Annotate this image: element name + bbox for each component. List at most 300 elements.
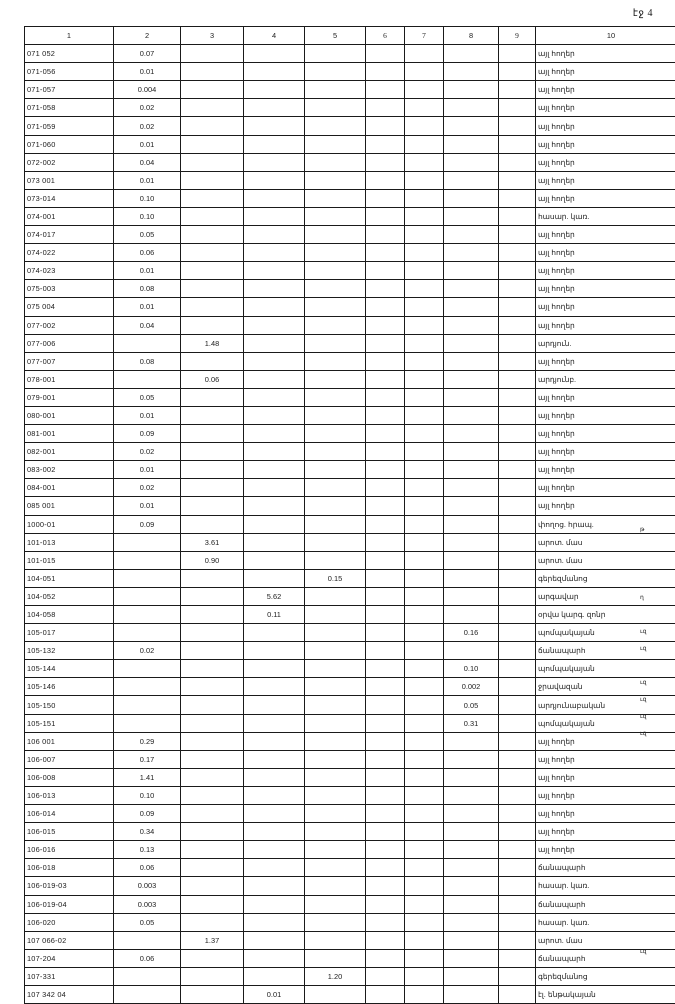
- cell-value: [181, 280, 244, 298]
- cell-parcel-id: 106-007: [25, 750, 114, 768]
- cell-parcel-id: 104-052: [25, 587, 114, 605]
- cell-value: [244, 696, 305, 714]
- cell-value: [499, 244, 536, 262]
- cell-value: [244, 226, 305, 244]
- table-row: [25, 171, 675, 189]
- cell-value: [244, 660, 305, 678]
- cell-value: [181, 569, 244, 587]
- cell-value: 0.04: [114, 316, 181, 334]
- cell-land-type: այլ հողեր: [536, 461, 675, 479]
- cell-parcel-id: 071-060: [25, 135, 114, 153]
- cell-value: [366, 606, 405, 624]
- cell-value: [366, 117, 405, 135]
- margin-note: ւզ: [640, 730, 646, 737]
- cell-value: [181, 732, 244, 750]
- cell-value: [499, 660, 536, 678]
- cell-value: [244, 642, 305, 660]
- cell-parcel-id: 082-001: [25, 443, 114, 461]
- table-body: [25, 45, 675, 1004]
- cell-value: [499, 841, 536, 859]
- cell-value: [181, 515, 244, 533]
- cell-value: [244, 406, 305, 424]
- column-header-8: 8: [444, 27, 499, 45]
- cell-value: [499, 913, 536, 931]
- cell-value: 0.17: [114, 750, 181, 768]
- cell-value: [305, 750, 366, 768]
- cell-value: [366, 81, 405, 99]
- cell-land-type: այլ հողեր: [536, 388, 675, 406]
- cell-value: [305, 370, 366, 388]
- cell-value: [181, 606, 244, 624]
- cell-value: [444, 99, 499, 117]
- cell-value: 0.01: [114, 135, 181, 153]
- cell-value: [244, 931, 305, 949]
- cell-parcel-id: 106-019-03: [25, 877, 114, 895]
- cell-value: [444, 823, 499, 841]
- cell-value: [366, 45, 405, 63]
- cell-land-type: ջրավազան: [536, 678, 675, 696]
- cell-value: [405, 99, 444, 117]
- cell-value: [444, 298, 499, 316]
- cell-value: [366, 660, 405, 678]
- cell-value: 0.01: [114, 406, 181, 424]
- cell-value: [405, 823, 444, 841]
- cell-value: [366, 244, 405, 262]
- cell-value: [366, 895, 405, 913]
- cell-land-type: արդյունաբական: [536, 696, 675, 714]
- cell-value: [181, 660, 244, 678]
- cell-value: [181, 153, 244, 171]
- cell-value: [444, 931, 499, 949]
- cell-parcel-id: 106-016: [25, 841, 114, 859]
- cell-land-type: հասար. կառ.: [536, 913, 675, 931]
- cell-land-type: այլ հողեր: [536, 171, 675, 189]
- table-header-row: [25, 27, 675, 45]
- column-header-4: 4: [244, 27, 305, 45]
- cell-value: [181, 479, 244, 497]
- cell-value: [499, 967, 536, 985]
- table-row: [25, 732, 675, 750]
- cell-value: [405, 660, 444, 678]
- cell-value: [405, 985, 444, 1003]
- cell-value: [114, 714, 181, 732]
- cell-value: [444, 551, 499, 569]
- table-row: [25, 207, 675, 225]
- cell-value: [444, 226, 499, 244]
- cell-value: [244, 352, 305, 370]
- cell-value: [366, 425, 405, 443]
- cell-value: [366, 967, 405, 985]
- cell-value: [181, 967, 244, 985]
- cell-value: [305, 714, 366, 732]
- cell-value: [366, 841, 405, 859]
- cell-value: 0.003: [114, 877, 181, 895]
- cell-value: 0.31: [444, 714, 499, 732]
- cell-value: [444, 443, 499, 461]
- table-row: [25, 859, 675, 877]
- cell-value: 1.41: [114, 768, 181, 786]
- cell-land-type: այլ հողեր: [536, 81, 675, 99]
- cell-value: [181, 406, 244, 424]
- cell-value: [244, 334, 305, 352]
- cell-value: [499, 786, 536, 804]
- cell-value: [444, 642, 499, 660]
- cell-parcel-id: 078-001: [25, 370, 114, 388]
- cell-value: [305, 262, 366, 280]
- table-row: [25, 334, 675, 352]
- table-row: [25, 551, 675, 569]
- cell-land-type: այլ հողեր: [536, 189, 675, 207]
- cell-value: [305, 63, 366, 81]
- cell-land-type: այլ հողեր: [536, 280, 675, 298]
- cell-land-type: ճանապարհ: [536, 949, 675, 967]
- cell-value: [444, 117, 499, 135]
- cell-value: [181, 262, 244, 280]
- cell-land-type: հասար. կառ.: [536, 207, 675, 225]
- cell-value: [366, 823, 405, 841]
- cell-value: 0.08: [114, 352, 181, 370]
- cell-value: [181, 189, 244, 207]
- cell-value: [244, 624, 305, 642]
- cell-value: 0.09: [114, 425, 181, 443]
- column-header-2: 2: [114, 27, 181, 45]
- cell-value: [405, 207, 444, 225]
- cell-value: 0.10: [114, 207, 181, 225]
- cell-value: [305, 280, 366, 298]
- cell-land-type: փողոց. հրապ.: [536, 515, 675, 533]
- cell-parcel-id: 071-059: [25, 117, 114, 135]
- cell-value: [305, 859, 366, 877]
- cell-value: [244, 497, 305, 515]
- cell-value: 0.003: [114, 895, 181, 913]
- cell-value: 0.02: [114, 642, 181, 660]
- table-row: [25, 569, 675, 587]
- cell-value: [366, 732, 405, 750]
- cell-value: [499, 99, 536, 117]
- cell-value: [405, 786, 444, 804]
- cell-parcel-id: 084-001: [25, 479, 114, 497]
- table-row: [25, 479, 675, 497]
- cell-parcel-id: 101-013: [25, 533, 114, 551]
- table-row: [25, 443, 675, 461]
- cell-value: 0.08: [114, 280, 181, 298]
- cell-value: [499, 461, 536, 479]
- cell-value: [366, 533, 405, 551]
- cell-value: [499, 262, 536, 280]
- cell-value: [244, 153, 305, 171]
- cell-value: [444, 135, 499, 153]
- cell-value: [244, 370, 305, 388]
- cell-value: [444, 63, 499, 81]
- cell-value: [244, 859, 305, 877]
- cell-value: [244, 99, 305, 117]
- cell-value: [305, 841, 366, 859]
- cell-value: [305, 624, 366, 642]
- cell-value: [114, 624, 181, 642]
- table-row: [25, 533, 675, 551]
- cell-value: [444, 786, 499, 804]
- cell-value: [405, 913, 444, 931]
- table-row: [25, 117, 675, 135]
- cell-parcel-id: 107 342 04: [25, 985, 114, 1003]
- cell-value: [366, 642, 405, 660]
- cell-value: 0.16: [444, 624, 499, 642]
- table-row: [25, 370, 675, 388]
- cell-value: [499, 624, 536, 642]
- cell-value: [305, 768, 366, 786]
- cell-value: 0.01: [114, 171, 181, 189]
- cell-value: [444, 841, 499, 859]
- cell-value: [305, 895, 366, 913]
- cell-value: [114, 370, 181, 388]
- cell-land-type: այլ հողեր: [536, 99, 675, 117]
- cell-value: 0.04: [114, 153, 181, 171]
- cell-value: [305, 805, 366, 823]
- cell-parcel-id: 106-018: [25, 859, 114, 877]
- cell-value: [366, 63, 405, 81]
- cell-value: [305, 244, 366, 262]
- cell-value: [499, 714, 536, 732]
- cell-value: [181, 895, 244, 913]
- cell-value: [405, 515, 444, 533]
- cell-value: [366, 931, 405, 949]
- cell-value: [366, 587, 405, 605]
- cell-value: [499, 135, 536, 153]
- table-row: [25, 877, 675, 895]
- cell-parcel-id: 083-002: [25, 461, 114, 479]
- cell-value: [444, 895, 499, 913]
- cell-parcel-id: 101-015: [25, 551, 114, 569]
- cell-value: [114, 696, 181, 714]
- cell-value: [305, 207, 366, 225]
- cell-land-type: պոմպակայան: [536, 660, 675, 678]
- cell-parcel-id: 072-002: [25, 153, 114, 171]
- cell-value: [244, 949, 305, 967]
- cell-value: [305, 696, 366, 714]
- cell-value: [244, 786, 305, 804]
- table-row: [25, 497, 675, 515]
- cell-value: 0.05: [114, 226, 181, 244]
- cell-value: [244, 171, 305, 189]
- table-row: [25, 189, 675, 207]
- cell-land-type: այլ հողեր: [536, 153, 675, 171]
- cell-parcel-id: 106-013: [25, 786, 114, 804]
- cell-value: [244, 533, 305, 551]
- table-row: [25, 262, 675, 280]
- cell-value: [405, 750, 444, 768]
- cell-parcel-id: 105-132: [25, 642, 114, 660]
- cell-value: [181, 45, 244, 63]
- margin-note: ւզ: [640, 713, 646, 720]
- cell-value: 0.10: [114, 786, 181, 804]
- cell-value: [181, 714, 244, 732]
- cell-value: [305, 425, 366, 443]
- cell-value: [499, 298, 536, 316]
- cell-parcel-id: 1000-01: [25, 515, 114, 533]
- table-row: [25, 841, 675, 859]
- cell-value: [244, 732, 305, 750]
- cell-value: [405, 189, 444, 207]
- cell-value: 0.004: [114, 81, 181, 99]
- cell-value: [499, 153, 536, 171]
- cell-value: [499, 877, 536, 895]
- margin-note: ւզ: [640, 628, 646, 635]
- cell-value: [244, 280, 305, 298]
- cell-value: [366, 497, 405, 515]
- table-row: [25, 786, 675, 804]
- cell-value: [444, 750, 499, 768]
- cell-value: [305, 226, 366, 244]
- cell-value: [499, 443, 536, 461]
- cell-value: [444, 569, 499, 587]
- cell-land-type: այլ հողեր: [536, 425, 675, 443]
- cell-value: [366, 316, 405, 334]
- cell-land-type: պոմպակայան: [536, 624, 675, 642]
- cell-value: [305, 461, 366, 479]
- cell-value: 0.01: [244, 985, 305, 1003]
- cell-land-type: այլ հողեր: [536, 352, 675, 370]
- cell-value: [366, 714, 405, 732]
- table-row: [25, 45, 675, 63]
- cell-value: 0.06: [114, 859, 181, 877]
- cell-value: [444, 262, 499, 280]
- cell-value: [499, 117, 536, 135]
- column-header-7: 7: [405, 27, 444, 45]
- cell-value: [444, 81, 499, 99]
- table-row: [25, 316, 675, 334]
- cell-value: [244, 823, 305, 841]
- cell-value: [181, 768, 244, 786]
- table-row: [25, 461, 675, 479]
- cell-parcel-id: 106 001: [25, 732, 114, 750]
- cell-value: [499, 497, 536, 515]
- cell-land-type: արոտ. մաս: [536, 533, 675, 551]
- cell-value: [405, 768, 444, 786]
- cell-value: [499, 334, 536, 352]
- cell-value: [181, 859, 244, 877]
- table-row: [25, 895, 675, 913]
- cell-value: [305, 135, 366, 153]
- table-row: [25, 696, 675, 714]
- cell-value: 0.06: [114, 244, 181, 262]
- cell-value: [405, 298, 444, 316]
- cell-value: [405, 696, 444, 714]
- cell-value: [405, 805, 444, 823]
- table-row: [25, 949, 675, 967]
- cell-value: [244, 768, 305, 786]
- table-row: [25, 660, 675, 678]
- cell-land-type: այլ հողեր: [536, 841, 675, 859]
- table-row: [25, 624, 675, 642]
- cell-value: 0.05: [114, 388, 181, 406]
- cell-parcel-id: 074-001: [25, 207, 114, 225]
- table-row: [25, 985, 675, 1003]
- cell-value: [244, 117, 305, 135]
- cell-value: [499, 678, 536, 696]
- cell-value: [305, 606, 366, 624]
- cell-value: [181, 696, 244, 714]
- table-row: [25, 642, 675, 660]
- cell-value: [366, 189, 405, 207]
- cell-parcel-id: 071-056: [25, 63, 114, 81]
- cell-value: [444, 732, 499, 750]
- column-header-10: 10: [536, 27, 675, 45]
- cell-value: [305, 298, 366, 316]
- cell-value: 0.06: [114, 949, 181, 967]
- cell-value: [366, 913, 405, 931]
- cell-value: [366, 479, 405, 497]
- cell-value: [305, 786, 366, 804]
- cell-value: [405, 895, 444, 913]
- cell-parcel-id: 105-144: [25, 660, 114, 678]
- table-row: [25, 678, 675, 696]
- cell-value: [305, 316, 366, 334]
- cell-value: 1.48: [181, 334, 244, 352]
- cell-value: 0.10: [444, 660, 499, 678]
- cell-land-type: պոմպակայան: [536, 714, 675, 732]
- cell-value: [499, 859, 536, 877]
- cell-value: [405, 714, 444, 732]
- cell-value: [405, 334, 444, 352]
- cell-value: [405, 533, 444, 551]
- cell-land-type: այլ հողեր: [536, 63, 675, 81]
- cell-land-type: այլ հողեր: [536, 443, 675, 461]
- cell-value: [405, 642, 444, 660]
- margin-note: ղ: [640, 594, 644, 601]
- cell-value: [366, 135, 405, 153]
- cell-value: 0.29: [114, 732, 181, 750]
- cell-value: 0.15: [305, 569, 366, 587]
- cell-land-type: այլ հողեր: [536, 732, 675, 750]
- cell-value: [499, 823, 536, 841]
- cell-value: [405, 425, 444, 443]
- cell-value: [366, 786, 405, 804]
- cell-value: [305, 153, 366, 171]
- cell-value: [444, 606, 499, 624]
- cell-value: [444, 153, 499, 171]
- table-row: [25, 606, 675, 624]
- cell-parcel-id: 075-003: [25, 280, 114, 298]
- cell-value: [244, 45, 305, 63]
- cell-parcel-id: 107-331: [25, 967, 114, 985]
- cell-value: [366, 334, 405, 352]
- cell-value: [405, 262, 444, 280]
- cell-value: [444, 805, 499, 823]
- cell-value: [444, 425, 499, 443]
- cell-value: [405, 135, 444, 153]
- cell-value: [499, 587, 536, 605]
- margin-note: ւզ: [640, 679, 646, 686]
- cell-value: [181, 298, 244, 316]
- cell-value: 3.61: [181, 533, 244, 551]
- cell-value: 0.02: [114, 117, 181, 135]
- cell-value: [244, 425, 305, 443]
- cell-land-type: գերեզմանոց: [536, 569, 675, 587]
- cell-value: [305, 913, 366, 931]
- cell-value: [181, 207, 244, 225]
- table-row: [25, 135, 675, 153]
- cell-value: [244, 388, 305, 406]
- cell-value: [444, 189, 499, 207]
- cell-value: [444, 406, 499, 424]
- cell-value: [499, 352, 536, 370]
- cell-parcel-id: 071 052: [25, 45, 114, 63]
- cell-value: [244, 569, 305, 587]
- cell-value: [499, 316, 536, 334]
- cell-value: [244, 81, 305, 99]
- cell-value: [499, 207, 536, 225]
- table-row: [25, 768, 675, 786]
